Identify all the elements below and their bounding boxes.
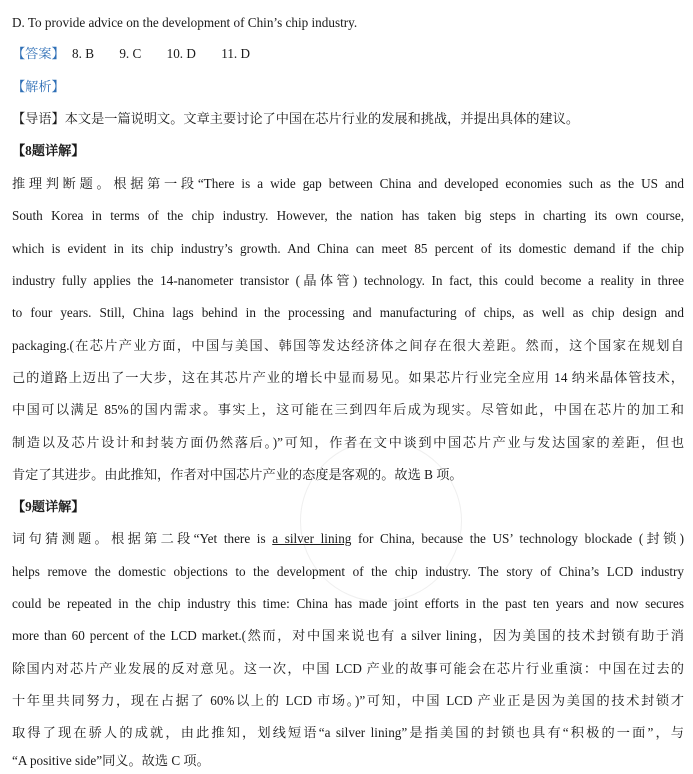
q8-line: industry fully applies the 14-nanometer transistor (晶体管) technology. In fact, this could become a reality in three: [12, 273, 684, 288]
q9-line: could be repeated in the chip industry this time: China has made joint efforts in the past ten years and now secures: [12, 596, 684, 611]
q8-line: which is evident in its chip industry’s growth. And China can meet 85 percent of its domestic demand if the chip: [12, 241, 684, 256]
q8-line: 制造以及芯片设计和封装方面仍然落后。)”可知，作者在文中谈到中国芯片产业与发达国家的差距，但也: [12, 435, 684, 450]
q8-line: 中国可以满足 85%的国内需求。事实上，这可能在三到四年后成为现实。尽管如此，中国在芯片的加工和: [12, 402, 684, 417]
q9-line-1-post: for China, because the US’ technology blockade (封锁): [351, 531, 684, 546]
option-d: D. To provide advice on the development of Chin’s chip industry.: [12, 15, 358, 30]
q9-line: “A positive side”同义。故选 C 项。: [12, 753, 210, 768]
answer-item: 10. D: [166, 46, 196, 61]
answer-tag: 【答案】: [12, 46, 65, 61]
q8-line: 肯定了其进步。由此推知，作者对中国芯片产业的态度是客观的。故选 B 项。: [12, 467, 463, 482]
q9-heading: 【9题详解】: [12, 499, 85, 514]
q9-line: 除国内对芯片产业发展的反对意见。这一次，中国 LCD 产业的故事可能会在芯片行业重演：中国在过去的: [12, 661, 684, 676]
underlined-phrase: a silver lining: [272, 531, 352, 546]
q8-heading: 【8题详解】: [12, 143, 85, 158]
q9-line: 取得了现在骄人的成就，由此推知，划线短语“a silver lining”是指美国的封锁也具有“积极的一面”，与: [12, 725, 684, 740]
answer-item: 9. C: [119, 46, 142, 61]
q8-line: 己的道路上迈出了一大步，这在其芯片产业的增长中显而易见。如果芯片行业完全应用 14 纳米晶体管技术，: [12, 370, 684, 385]
q8-line: to four years. Still, China lags behind in the processing and manufacturing of chips, as well as chip design and: [12, 305, 684, 320]
q8-line: 推理判断题。根据第一段“There is a wide gap between China and developed economies such as the US and: [12, 176, 684, 191]
answer-item: 11. D: [221, 46, 251, 61]
answer-row: [12, 45, 684, 63]
q8-line: South Korea in terms of the chip industry. However, the nation has taken big steps in charting its own course,: [12, 208, 684, 223]
guide-text: 【导语】本文是一篇说明文。文章主要讨论了中国在芯片行业的发展和挑战，并提出具体的建议。: [12, 111, 580, 126]
q8-line: packaging.(在芯片产业方面，中国与美国、韩国等发达经济体之间存在很大差距。然而，这个国家在规划自: [12, 338, 684, 353]
analysis-tag: 【解析】: [12, 79, 65, 94]
q9-line-1-pre: 词句猜测题。根据第二段“Yet there is: [12, 531, 273, 546]
q9-line: helps remove the domestic objections to the development of the chip industry. The story of China’s LCD industry: [12, 564, 684, 579]
q9-line: more than 60 percent of the LCD market.(然而，对中国来说也有 a silver lining，因为美国的技术封锁有助于消: [12, 628, 684, 643]
q9-line-1: [12, 530, 684, 548]
q9-line: 十年里共同努力，现在占据了 60%以上的 LCD 市场。)”可知，中国 LCD 产业正是因为美国的技术封锁才: [12, 693, 684, 708]
answer-item: 8. B: [72, 46, 95, 61]
